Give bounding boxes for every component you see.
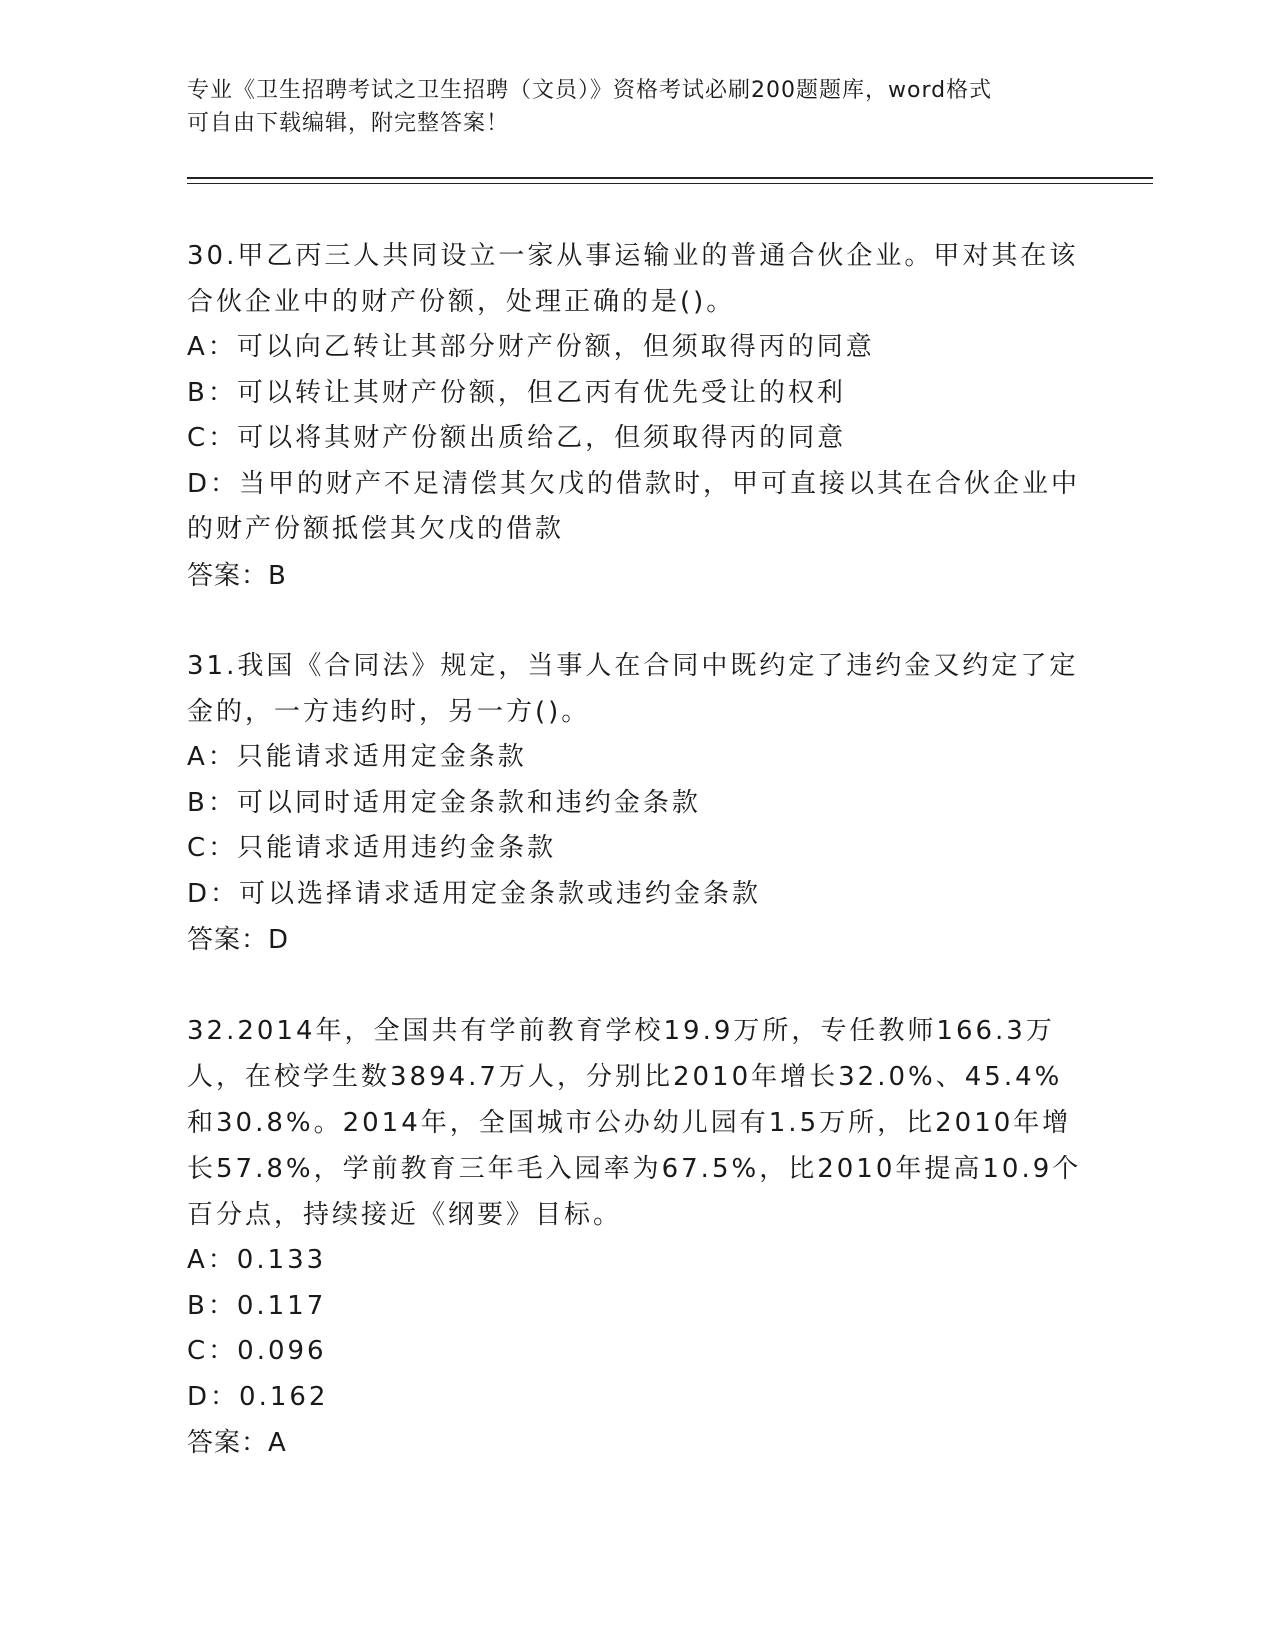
option-c: C：可以将其财产份额出质给乙，但须取得丙的同意 (187, 423, 847, 453)
question-stem: 31.我国《合同法》规定，当事人在合同中既约定了违约金又约定了定金的，一方违约时，另一方()。 (187, 651, 1079, 727)
question-stem: 30.甲乙丙三人共同设立一家从事运输业的普通合伙企业。甲对其在该合伙企业中的财产份额，处理正确的是()。 (187, 241, 1079, 317)
question-stem: 32.2014年，全国共有学前教育学校19.9万所，专任教师166.3万人，在校学生数3894.7万人，分别比2010年增长32.0%、45.4%和30.8%。2014年，全国城市公办幼儿园有1.5万所，比2010年增长57.8%，学前教育三年毛入园率为67.5%，比2010年提高10.9个百分点，持续接近《纲要》目标。 (187, 1016, 1082, 1230)
option-a: A：0.133 (187, 1245, 327, 1275)
option-d: D：0.162 (187, 1381, 329, 1412)
option-d: D：当甲的财产不足清偿其欠戊的借款时，甲可直接以其在合伙企业中的财产份额抵偿其欠戊的借款 (187, 468, 1081, 544)
answer: 答案：A (187, 1428, 287, 1458)
option-a: A：可以向乙转让其部分财产份额，但须取得丙的同意 (187, 332, 875, 362)
document-header (187, 74, 1067, 140)
header-divider-thin (187, 183, 1153, 184)
answer: 答案：B (187, 560, 287, 591)
option-c: C：只能请求适用违约金条款 (187, 833, 557, 863)
option-c: C：0.096 (187, 1336, 327, 1366)
option-b: B：可以同时适用定金条款和违约金条款 (187, 787, 701, 818)
header-line-2: 可自由下载编辑，附完整答案！ (187, 111, 510, 136)
question-32 (187, 1008, 1087, 1466)
question-31 (187, 643, 1087, 963)
header-line-1: 专业《卫生招聘考试之卫生招聘（文员）》资格考试必刷200题题库，word格式 (187, 78, 993, 103)
option-b: B：可以转让其财产份额，但乙丙有优先受让的权利 (187, 377, 846, 408)
option-b: B：0.117 (187, 1290, 327, 1321)
option-a: A：只能请求适用定金条款 (187, 742, 527, 772)
option-d: D：可以选择请求适用定金条款或违约金条款 (187, 878, 762, 909)
question-30 (187, 233, 1087, 599)
answer: 答案：D (187, 925, 290, 955)
header-divider-thick (187, 177, 1153, 179)
